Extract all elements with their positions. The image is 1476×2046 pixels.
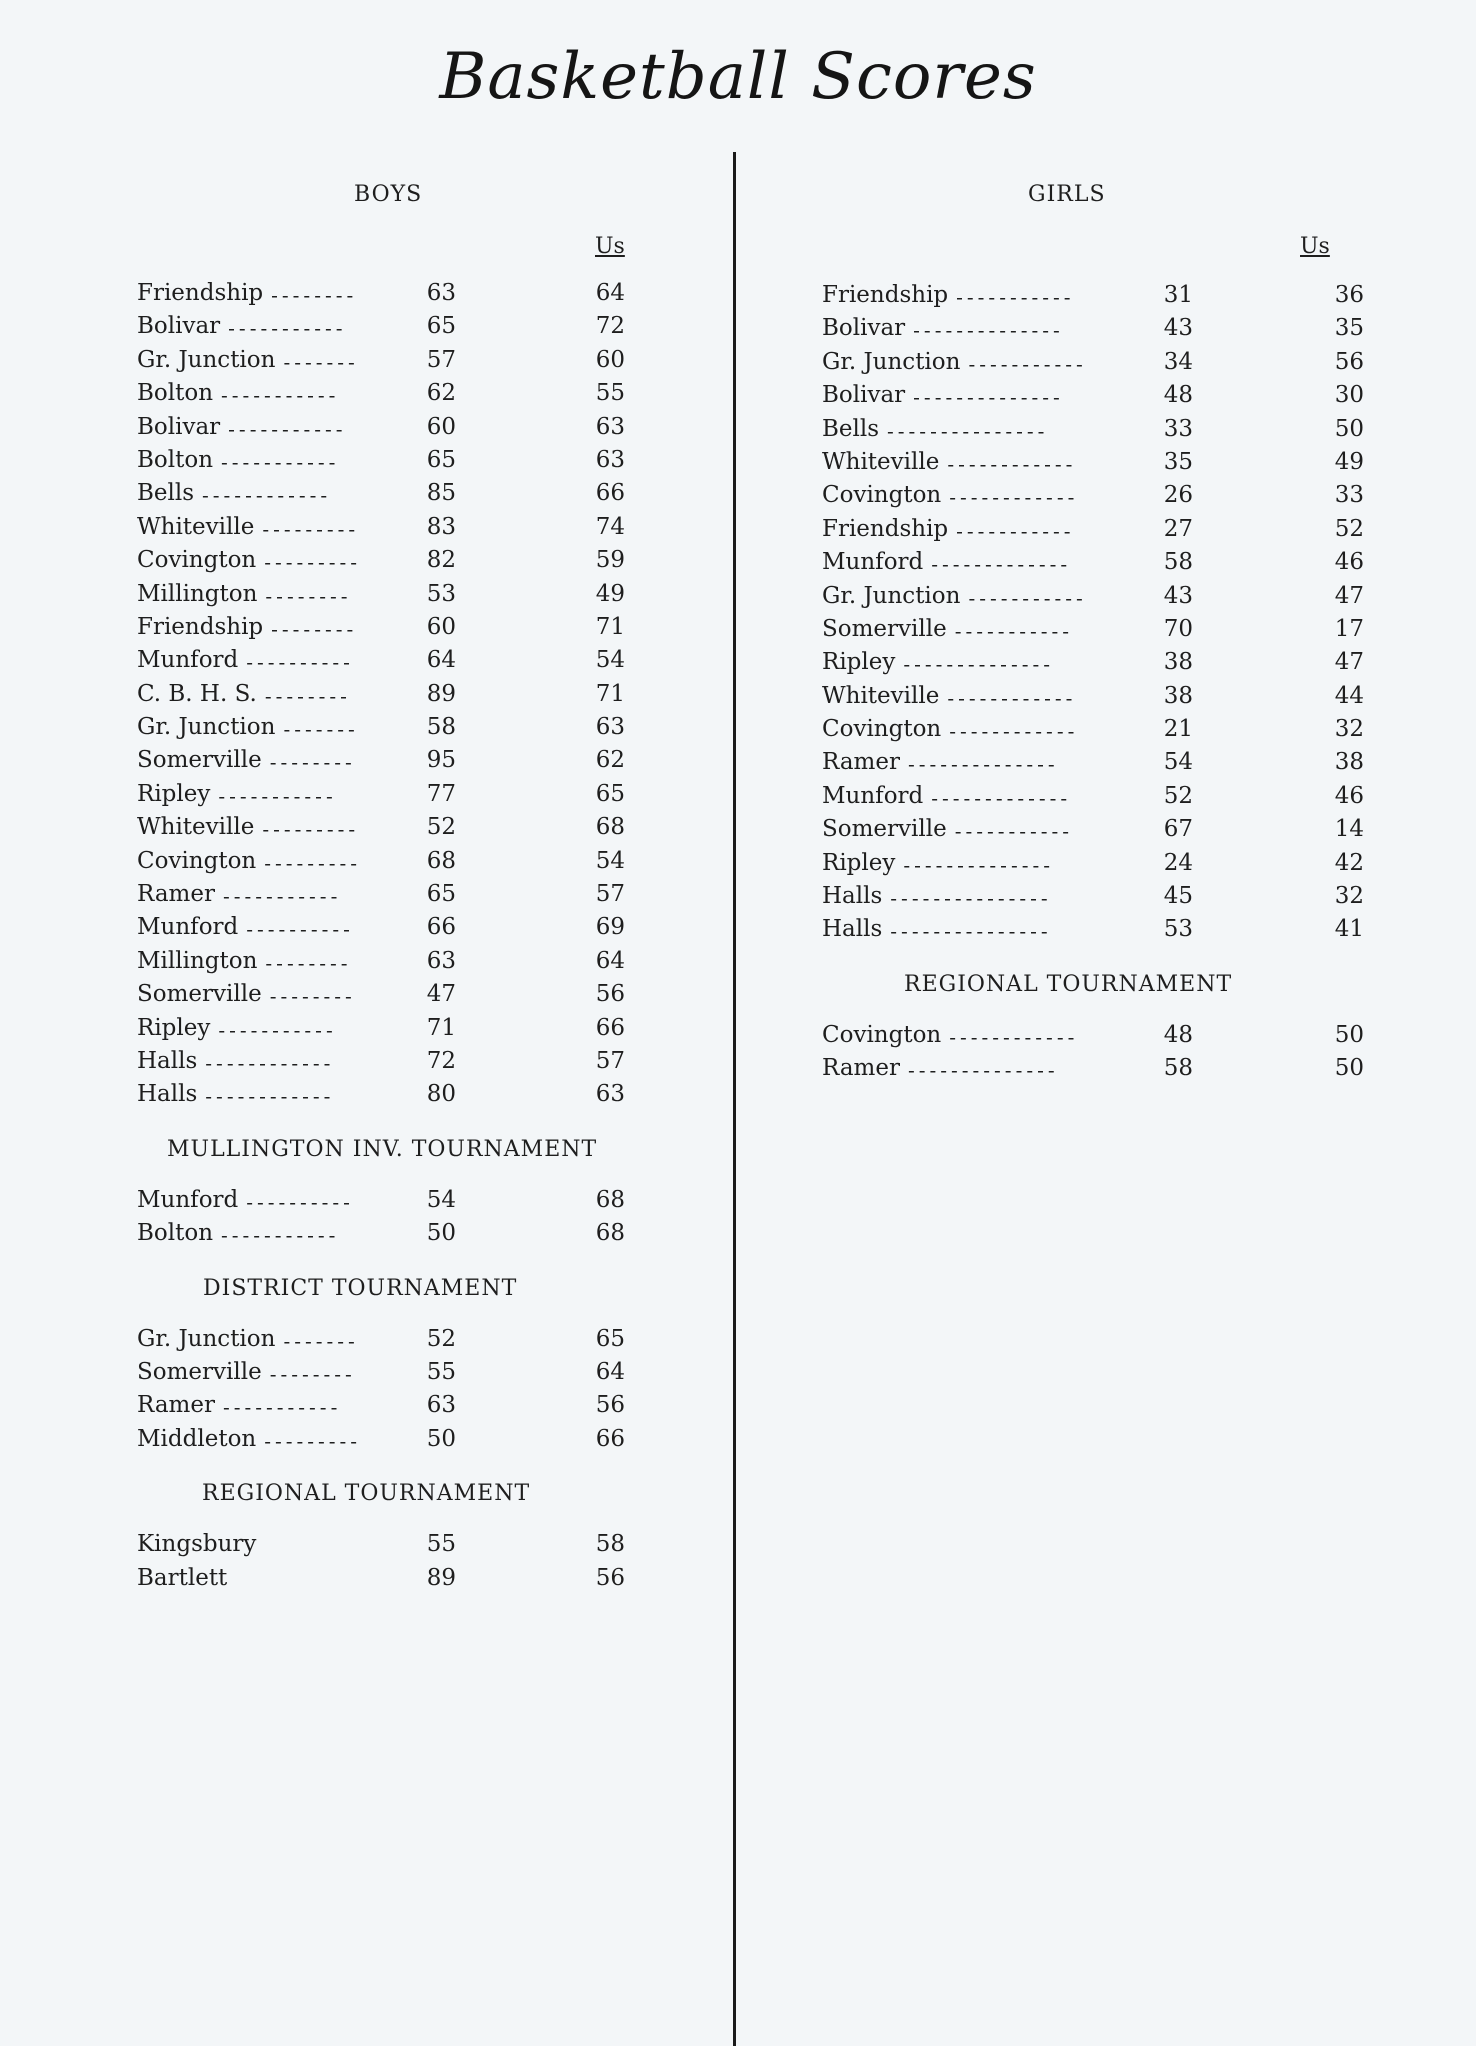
opponent-score: 65 [426, 881, 456, 908]
dot-leader: --------------- [890, 919, 1052, 944]
dot-leader: -------- [269, 1361, 356, 1386]
opponent-name: Whiteville [137, 513, 255, 540]
opponent-name: Bolivar [822, 382, 906, 409]
opponent-score: 53 [426, 580, 456, 607]
our-score: 57 [595, 1047, 625, 1074]
opponent-score: 68 [426, 847, 456, 874]
opponent-score: 60 [426, 613, 456, 640]
dot-leader: -------------- [907, 1058, 1059, 1083]
our-score: 64 [595, 1358, 625, 1385]
our-score: 66 [595, 1425, 625, 1452]
our-score: 68 [595, 1220, 625, 1247]
our-score: 17 [1334, 615, 1364, 642]
opponent-score: 53 [1163, 916, 1193, 943]
our-score: 59 [595, 547, 625, 574]
opponent-score: 54 [1163, 749, 1193, 776]
opponent-name: Middleton [137, 1425, 257, 1452]
opponent-score: 55 [426, 1358, 456, 1385]
opponent-score: 43 [1163, 582, 1193, 609]
opponent-name: Somerville [137, 1358, 262, 1385]
opponent-score: 80 [426, 1081, 456, 1108]
our-score: 65 [595, 1325, 625, 1352]
our-score: 64 [595, 280, 625, 306]
opponent-score: 38 [1163, 682, 1193, 709]
our-score: 46 [1334, 782, 1364, 809]
dot-leader: --------- [264, 850, 362, 875]
opponent-score: 63 [426, 1392, 456, 1419]
opponent-name: Millington [137, 580, 258, 607]
tournament-title: DISTRICT TOURNAMENT [203, 1275, 518, 1301]
our-score: 63 [595, 714, 625, 741]
opponent-score: 71 [426, 1014, 456, 1041]
opponent-name: Munford [137, 1186, 239, 1213]
tournament-title: REGIONAL TOURNAMENT [202, 1481, 531, 1507]
opponent-name: Munford [137, 914, 239, 941]
opponent-score: 89 [426, 680, 456, 707]
opponent-score: 62 [426, 380, 456, 407]
our-score: 46 [1334, 549, 1364, 576]
dot-leader: ----------- [968, 585, 1087, 610]
dot-leader: --------------- [890, 886, 1052, 911]
opponent-score: 55 [426, 1531, 456, 1558]
dot-leader: -------------- [913, 385, 1064, 410]
opponent-name: Covington [822, 482, 942, 509]
our-score: 50 [1334, 1021, 1364, 1048]
opponent-score: 64 [426, 647, 456, 674]
our-score: 63 [595, 446, 625, 473]
opponent-name: Somerville [822, 816, 947, 843]
opponent-name: Gr. Junction [822, 348, 961, 375]
dot-leader: -------- [271, 616, 358, 641]
opponent-score: 27 [1163, 515, 1193, 542]
opponent-name: Bolivar [137, 413, 221, 440]
our-score: 63 [595, 1081, 625, 1108]
our-score: 38 [1334, 749, 1364, 776]
opponent-score: 26 [1163, 482, 1193, 509]
dot-leader: ----------- [218, 783, 337, 808]
our-score: 36 [1334, 282, 1364, 308]
opponent-score: 33 [1163, 415, 1193, 442]
our-score: 54 [595, 847, 625, 874]
opponent-score: 50 [426, 1425, 456, 1452]
dot-leader: ----------- [222, 884, 342, 909]
our-score: 72 [595, 313, 625, 340]
our-score: 30 [1334, 382, 1364, 409]
opponent-score: 58 [426, 714, 456, 741]
opponent-name: Covington [822, 1021, 942, 1048]
our-score: 14 [1334, 816, 1364, 843]
dot-leader: -------- [269, 984, 356, 1009]
dot-leader: --------- [264, 550, 362, 575]
opponent-name: Ripley [137, 780, 211, 807]
our-score: 47 [1334, 649, 1364, 676]
dot-leader: ------- [283, 1328, 359, 1353]
opponent-name: Ramer [137, 881, 215, 908]
dot-leader: -------- [271, 283, 358, 307]
dot-leader: --------- [262, 817, 360, 842]
dot-leader: ------------- [931, 552, 1072, 577]
our-score: 66 [595, 480, 625, 507]
opponent-score: 65 [426, 446, 456, 473]
our-score: 74 [595, 513, 625, 540]
dot-leader: ------------- [931, 785, 1072, 810]
opponent-name: Bolivar [822, 315, 906, 342]
opponent-score: 24 [1163, 849, 1193, 876]
our-score: 68 [595, 1186, 625, 1213]
girls-us-header: Us [1300, 234, 1330, 259]
dot-leader: ----------- [954, 618, 1074, 643]
opponent-name: Halls [137, 1081, 198, 1108]
our-score: 56 [595, 981, 625, 1008]
opponent-score: 54 [426, 1186, 456, 1213]
dot-leader: ------------ [205, 1084, 335, 1109]
our-score: 71 [595, 680, 625, 707]
opponent-score: 58 [1163, 549, 1193, 576]
opponent-score: 63 [426, 947, 456, 974]
opponent-name: Bolivar [137, 313, 221, 340]
dot-leader: ----------- [221, 383, 340, 408]
opponent-score: 63 [426, 280, 456, 306]
dot-leader: ----------- [228, 316, 347, 341]
opponent-score: 82 [426, 547, 456, 574]
our-score: 69 [595, 914, 625, 941]
opponent-name: Millington [137, 947, 258, 974]
dot-leader: ------------ [947, 451, 1077, 476]
opponent-score: 72 [426, 1047, 456, 1074]
opponent-name: Whiteville [822, 448, 940, 475]
opponent-name: C. B. H. S. [137, 680, 257, 707]
our-score: 49 [595, 580, 625, 607]
opponent-score: 31 [1163, 282, 1193, 308]
our-score: 56 [595, 1392, 625, 1419]
dot-leader: ------------ [949, 1024, 1079, 1049]
boys-us-header: Us [595, 234, 625, 259]
opponent-name: Halls [137, 1047, 198, 1074]
our-score: 56 [1334, 348, 1364, 375]
opponent-score: 95 [426, 747, 456, 774]
our-score: 52 [1334, 515, 1364, 542]
dot-leader: ---------- [246, 1189, 354, 1214]
our-score: 50 [1334, 1055, 1364, 1082]
opponent-score: 89 [426, 1564, 456, 1591]
opponent-score: 58 [1163, 1055, 1193, 1082]
our-score: 58 [595, 1531, 625, 1558]
dot-leader: --------- [264, 1428, 362, 1453]
opponent-name: Ripley [137, 1014, 211, 1041]
opponent-score: 52 [426, 1325, 456, 1352]
our-score: 57 [595, 881, 625, 908]
opponent-score: 38 [1163, 649, 1193, 676]
tournament-title: REGIONAL TOURNAMENT [904, 971, 1233, 997]
boys-header: BOYS [354, 182, 423, 207]
dot-leader: -------------- [913, 318, 1064, 343]
opponent-score: 60 [426, 413, 456, 440]
dot-leader: ------- [283, 717, 359, 742]
our-score: 66 [595, 1014, 625, 1041]
opponent-name: Covington [137, 847, 257, 874]
opponent-name: Munford [137, 647, 239, 674]
opponent-score: 67 [1163, 816, 1193, 843]
opponent-name: Ramer [137, 1392, 215, 1419]
page-title: Basketball Scores [439, 40, 1037, 114]
dot-leader: --------- [262, 516, 360, 541]
dot-leader: ----------- [968, 351, 1087, 376]
dot-leader: -------------- [903, 652, 1054, 677]
opponent-name: Bells [822, 415, 880, 442]
our-score: 41 [1334, 916, 1364, 943]
our-score: 33 [1334, 482, 1364, 509]
opponent-score: 66 [426, 914, 456, 941]
dot-leader: --------------- [887, 418, 1049, 443]
our-score: 54 [595, 647, 625, 674]
opponent-name: Gr. Junction [137, 714, 276, 741]
opponent-score: 85 [426, 480, 456, 507]
opponent-name: Bolton [137, 1220, 214, 1247]
our-score: 55 [595, 380, 625, 407]
dot-leader: -------- [265, 583, 352, 608]
opponent-name: Munford [822, 549, 924, 576]
opponent-score: 34 [1163, 348, 1193, 375]
dot-leader: ------------ [949, 719, 1079, 744]
opponent-score: 83 [426, 513, 456, 540]
our-score: 68 [595, 814, 625, 841]
dot-leader: ------------ [947, 685, 1077, 710]
our-score: 32 [1334, 883, 1364, 910]
opponent-name: Bolton [137, 446, 214, 473]
our-score: 62 [595, 747, 625, 774]
our-score: 47 [1334, 582, 1364, 609]
our-score: 35 [1334, 315, 1364, 342]
opponent-name: Friendship [137, 280, 264, 306]
dot-leader: ----------- [218, 1017, 337, 1042]
opponent-name: Ramer [822, 1055, 900, 1082]
opponent-name: Somerville [137, 981, 262, 1008]
our-score: 65 [595, 780, 625, 807]
dot-leader: -------------- [903, 852, 1054, 877]
column-divider [733, 152, 736, 2046]
our-score: 56 [595, 1564, 625, 1591]
our-score: 50 [1334, 415, 1364, 442]
opponent-name: Ramer [822, 749, 900, 776]
dot-leader: ----------- [956, 518, 1075, 543]
dot-leader: ----------- [956, 285, 1075, 309]
our-score: 49 [1334, 448, 1364, 475]
opponent-score: 70 [1163, 615, 1193, 642]
opponent-score: 35 [1163, 448, 1193, 475]
opponent-name: Whiteville [137, 814, 255, 841]
opponent-name: Gr. Junction [137, 1325, 276, 1352]
opponent-name: Somerville [822, 615, 947, 642]
opponent-name: Somerville [137, 747, 262, 774]
our-score: 42 [1334, 849, 1364, 876]
opponent-score: 21 [1163, 716, 1193, 743]
dot-leader: -------------- [907, 752, 1059, 777]
dot-leader: ----------- [222, 1395, 342, 1420]
opponent-name: Kingsbury [137, 1531, 257, 1558]
opponent-name: Bartlett [137, 1564, 228, 1591]
dot-leader: ---------- [246, 917, 354, 942]
opponent-name: Covington [822, 716, 942, 743]
dot-leader: -------- [265, 950, 352, 975]
opponent-score: 65 [426, 313, 456, 340]
opponent-score: 47 [426, 981, 456, 1008]
dot-leader: -------- [269, 750, 356, 775]
opponent-name: Covington [137, 547, 257, 574]
opponent-name: Friendship [822, 515, 949, 542]
our-score: 63 [595, 413, 625, 440]
opponent-score: 45 [1163, 883, 1193, 910]
girls-header: GIRLS [1028, 182, 1106, 207]
dot-leader: -------- [264, 683, 351, 708]
opponent-name: Munford [822, 782, 924, 809]
dot-leader: ------- [283, 349, 359, 374]
dot-leader: ----------- [954, 819, 1074, 844]
opponent-score: 52 [426, 814, 456, 841]
dot-leader: ----------- [228, 416, 347, 441]
our-score: 60 [595, 346, 625, 373]
our-score: 32 [1334, 716, 1364, 743]
opponent-name: Ripley [822, 849, 896, 876]
opponent-score: 48 [1163, 1021, 1193, 1048]
opponent-name: Gr. Junction [137, 346, 276, 373]
dot-leader: ------------ [205, 1050, 335, 1075]
dot-leader: ------------ [202, 483, 332, 508]
opponent-name: Whiteville [822, 682, 940, 709]
opponent-score: 50 [426, 1220, 456, 1247]
opponent-name: Friendship [137, 613, 264, 640]
opponent-score: 77 [426, 780, 456, 807]
opponent-score: 43 [1163, 315, 1193, 342]
opponent-score: 48 [1163, 382, 1193, 409]
opponent-name: Friendship [822, 282, 949, 308]
dot-leader: ----------- [221, 449, 340, 474]
opponent-name: Gr. Junction [822, 582, 961, 609]
dot-leader: ---------- [246, 650, 354, 675]
opponent-name: Bells [137, 480, 195, 507]
our-score: 71 [595, 613, 625, 640]
our-score: 64 [595, 947, 625, 974]
opponent-score: 57 [426, 346, 456, 373]
tournament-title: MULLINGTON INV. TOURNAMENT [167, 1136, 598, 1162]
opponent-name: Ripley [822, 649, 896, 676]
dot-leader: ----------- [221, 1223, 340, 1248]
opponent-name: Bolton [137, 380, 214, 407]
opponent-name: Halls [822, 916, 883, 943]
dot-leader: ------------ [949, 485, 1079, 510]
our-score: 44 [1334, 682, 1364, 709]
opponent-score: 52 [1163, 782, 1193, 809]
opponent-name: Halls [822, 883, 883, 910]
